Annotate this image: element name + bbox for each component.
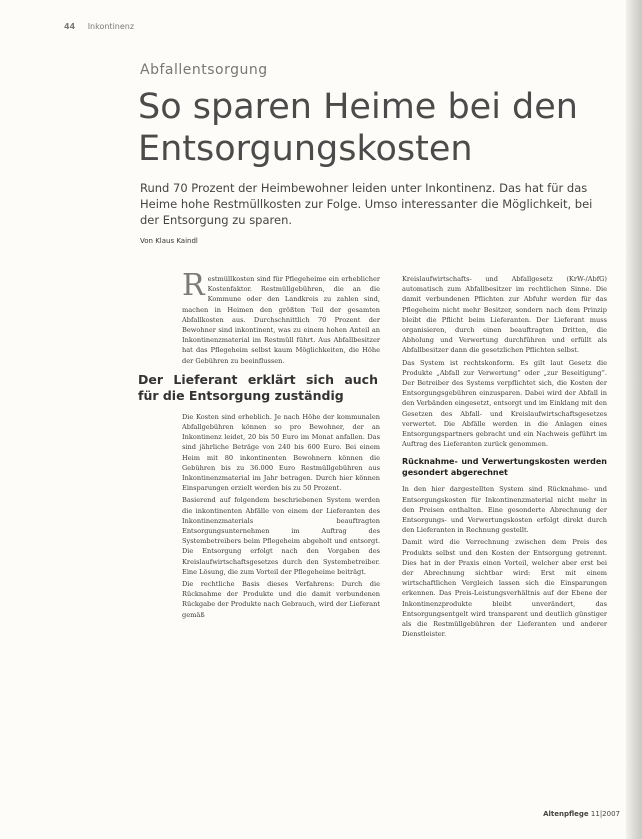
page-number: 44 bbox=[64, 22, 76, 31]
section-label: Inkontinenz bbox=[87, 22, 135, 31]
article-column-left bbox=[138, 268, 380, 622]
body-paragraph: Das System ist rechtskonform. Es gilt laut Gesetz die Produkte „Abfall zur Verwertung“ oder „zur Beseitigung“. Der Betreiber des Systems verpflichtet sich, die Kosten der Entsorgungsgebühren einzusparen. Dabei wird der Abfall in den Verbänden eingesetzt, entsorgt und im Einklang mit den Gesetzen des Abfall- und Kreislaufwirtschaftsgesetzes verwertet. Die Abfälle werden in die Anlagen eines Entsorgungspartners gebracht und ein Nachweis geführt im Auftrag des Lieferanten zurück genommen. bbox=[402, 358, 607, 449]
article-headline: So sparen Heime bei den Entsorgungskosten bbox=[138, 87, 578, 169]
section-subhead: Rücknahme- und Verwertungskosten werden gesondert abgerechnet bbox=[402, 457, 607, 477]
body-paragraph: In den hier dargestellten System sind Rücknahme- und Entsorgungskosten für Inkontinenzmaterial nicht mehr in den Preisen enthalten. Eine gesonderte Abrechnung der Entsorgungs- und Verwertungskosten erfolgt direkt durch den Lieferanten in Rechnung gestellt. bbox=[402, 485, 607, 535]
issue-number: 11|2007 bbox=[590, 810, 620, 818]
page-edge-shadow bbox=[626, 0, 642, 839]
body-paragraph: Die rechtliche Basis dieses Verfahrens: Durch die Rücknahme der Produkte und die damit verbundenen Rückgabe der Produkte nach Gebrauch, wird der Lieferant gemäß bbox=[182, 580, 380, 619]
page-footer bbox=[540, 810, 620, 818]
body-paragraph: Damit wird die Verrechnung zwischen dem Preis des Produkts selbst und den Kosten der Entsorgung getrennt. Dies hat in der Praxis einen Vorteil, welcher aber erst bei der Abrechnung sichtbar wird: Erst mit einem wirtschaftlichen Vergleich lassen sich die Einsparungen erkennen. Das Preis-Leistungsverhältnis auf der Ebene der Inkontinenzprodukte bleibt unverändert, das Entsorgungsentgelt wird transparent und deutlich günstiger als die Restmüllgebühren der Lieferanten und anderer Dienstleister. bbox=[402, 538, 607, 639]
magazine-brand: Altenpflege bbox=[543, 810, 589, 818]
body-text: estmüllkosten sind für Pflegeheime ein erheblicher Kostenfaktor. Restmüllgebühren, die an die Kommune oder den Landkreis zu zahlen sind, machen in Heimen den größten Teil der gesamten Abfallkosten aus. Durchschnittlich 70 Prozent der Bewohner sind inkontinent, was zu einem hohen Anteil an Inkontinenzmaterial im Restmüll führt. Aus Abfallbesitzer hat das Pflegeheim selbst kaum Möglichkeiten, die Höhe der Gebühren zu beeinflussen. bbox=[182, 275, 380, 365]
body-paragraph bbox=[182, 268, 380, 366]
subhead-wrapper bbox=[138, 372, 380, 404]
article-byline: Von Klaus Kaindl bbox=[140, 237, 198, 245]
body-paragraph: Die Kosten sind erheblich. Je nach Höhe der kommunalen Abfallgebühren können so pro Bewohner, der an Inkontinenz leidet, 20 bis 50 Euro im Monat anfallen. Das sind jährliche Beträge von 240 bis 600 Euro. Bei einem Heim mit 80 inkontinenten Bewohnern können die Gebühren bis zu 36.000 Euro Restmüllgebühren aus Inkontinenzmaterial im Jahr betragen. Durch hier können Einsparungen erzielt werden bis zu 50 Prozent. bbox=[182, 412, 380, 493]
drop-cap: R bbox=[182, 268, 205, 303]
article-kicker: Abfallentsorgung bbox=[140, 62, 268, 78]
article-lead: Rund 70 Prozent der Heimbewohner leiden unter Inkontinenz. Das hat für das Heime hohe Restmüllkosten zur Folge. Umso interessanter die Möglichkeit, bei der Entsorgung zu sparen. bbox=[140, 181, 593, 227]
body-paragraph: Kreislaufwirtschafts- und Abfallgesetz (KrW-/AbfG) automatisch zum Abfallbesitzer im rechtlichen Sinne. Die damit verbundenen Pflichten zur Abfuhr werden für das Pflegeheim nicht mehr Besitzer, sondern nach dem Prinzip bleibt die Pflicht beim Lieferanten. Der Lieferant muss organisieren, durch einen beauftragten Dritten, die Abholung und Verwertung durchführen und erfüllt als Abfallbesitzer dann die gesetzlichen Pflichten selbst. bbox=[402, 275, 607, 355]
section-subhead: Der Lieferant erklärt sich auch für die Entsorgung zuständig bbox=[138, 371, 378, 403]
article-column-right bbox=[402, 274, 607, 642]
body-paragraph: Basierend auf folgendem beschriebenen System werden die inkontinenten Abfälle von einem der Lieferanten des Inkontinenzmaterials beauftragten Entsorgungsunternehmen im Auftrag des Systembetreibers beim Pflegeheim abgeholt und entsorgt. Die Entsorgung erfolgt nach den Vorgaben des Kreislaufwirtschaftsgesetzes durch den Systembetreiber. Eine Lösung, die zum Vorteil der Pflegeheime beiträgt. bbox=[182, 496, 380, 576]
page-header bbox=[64, 22, 484, 38]
